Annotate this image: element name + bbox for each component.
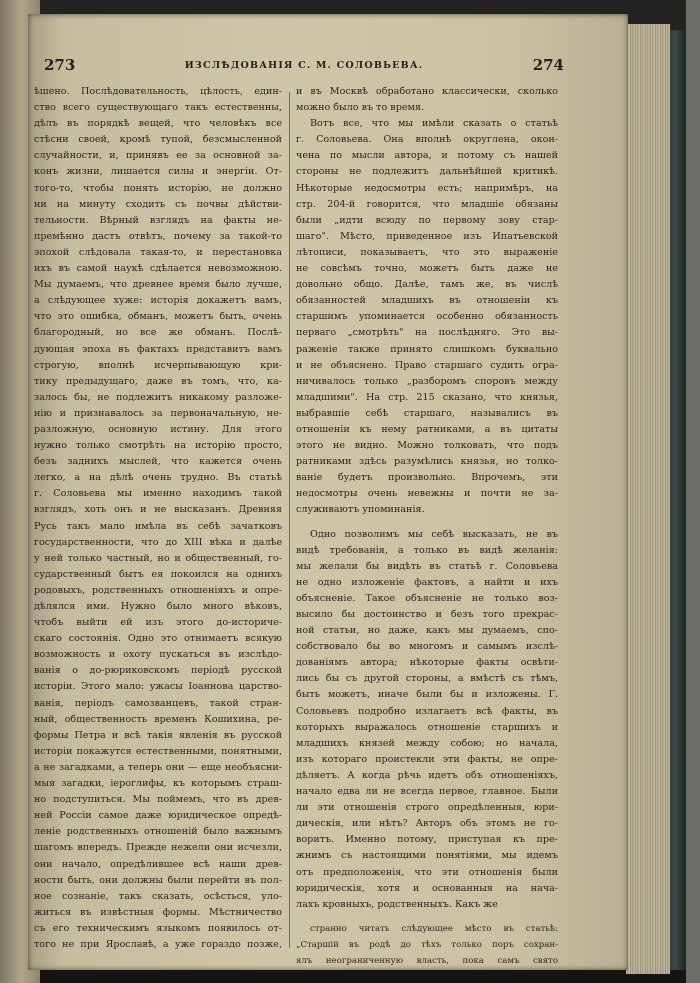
text-line: дующая эпоха въ фактахъ представитъ вамъ (34, 343, 282, 355)
text-line: легко, а на дѣлѣ очень трудно. Въ статьѣ (34, 472, 282, 484)
text-line: леніе родственныхъ отношеній было важнымъ (34, 826, 282, 838)
text-line: государственности, что до XIII вѣка и далѣе (34, 536, 282, 548)
text-line: исторіи покажутся естественными, понятными, (34, 745, 282, 757)
paragraph-gap (296, 913, 558, 921)
text-line: можно было въ то время. (296, 102, 425, 114)
text-line: лѣтописи, показываетъ, что это выраженіе (296, 246, 558, 258)
text-line: не совсѣмъ точно, можетъ быть даже не (296, 263, 558, 275)
text-line: ней Россіи самое даже юридическое опредѣ- (34, 810, 282, 822)
text-line: возможность и охоту пускаться въ изслѣдо- (34, 649, 282, 661)
running-title: ИЗСЛѢДОВАНІЯ С. М. СОЛОВЬЕВА. (184, 60, 424, 71)
text-line: недосмотры очень невежны и почти не за- (296, 488, 558, 500)
text-line: ванія о до-рюриковскомъ періодѣ русской (34, 665, 282, 677)
text-line: г. Соловьева мы именно находимъ такой (34, 488, 282, 500)
text-line: стороны не подлежитъ дальнѣйшей критикѣ. (296, 166, 558, 178)
text-line: чтобъ выйти ей изъ этого до-историче- (34, 617, 282, 629)
running-head (44, 56, 564, 76)
text-line: лахъ кровныхъ, родственныхъ. Какъ же (296, 898, 498, 910)
text-line: шагомъ впередъ. Прежде нежели они исчезли, (34, 842, 282, 854)
text-line: у ней только частный, но и общественный, го- (34, 552, 282, 564)
text-line: ное сознаніе, такъ сказать, осѣсться, уло- (34, 890, 282, 902)
text-line: перваго „смотрѣть" на послѣдняго. Это вы- (296, 327, 558, 339)
text-line: а слѣдующее хуже: исторія докажетъ вамъ, (34, 295, 282, 307)
text-line: „Старшій въ родѣ до тѣхъ только поръ сохран- (296, 939, 558, 950)
text-line: довольно общо. Далѣе, тамъ же, въ числѣ (296, 279, 558, 291)
text-line: Русь такъ мало имѣла въ себѣ зачатковъ (34, 520, 282, 532)
right-page-number: 274 (532, 56, 564, 74)
text-line: Соловьевъ подробно излагаетъ всѣ факты, въ (296, 705, 558, 717)
text-line: высило бы достоинство и безъ того прекрас- (296, 609, 558, 620)
text-line: Мы думаемъ, что древнее время было лучше, (34, 279, 282, 291)
text-line: строгую, вполнѣ исчерпывающую кри- (34, 359, 282, 371)
text-line: выбравшіе себѣ старшаго, называлисъ въ (296, 407, 558, 419)
text-line: дѣлъ въ порядкѣ вещей, что человѣкъ все (34, 118, 282, 130)
text-line: этого не видно. Можно толковать, что подъ (296, 440, 558, 452)
background-strip (686, 0, 700, 983)
text-line: дѣляетъ. А когда рѣчь идетъ объ отношеніяхъ, (296, 769, 558, 781)
column-divider (289, 92, 290, 948)
text-line: обязанностей младшихъ въ отношеніи къ (296, 295, 558, 307)
text-line: объясненіе. Такое объясненіе не только воз- (296, 592, 558, 604)
text-line: ратниками здѣсь разумѣлись князья, но толко- (296, 456, 558, 468)
text-line: а не загадками, а теперь они — еще необъясни- (34, 761, 282, 773)
text-line: взглядъ, хоть онъ и не высказанъ. Древняя (34, 504, 282, 516)
text-line: стр. 204-й говорится, что младшіе обязаны (296, 198, 558, 210)
text-line: нужно только смотрѣть на исторію просто, (34, 440, 282, 452)
text-line: и не объяснено. Право старшаго судить огра- (296, 359, 558, 371)
text-line: дѣлялся ими. Нужно было много вѣковъ, (34, 601, 282, 612)
text-line: ѣшено. Послѣдовательность, цѣлость, един- (34, 86, 282, 97)
text-line: ваніе будетъ произвольно. Впрочемъ, эти (296, 472, 558, 484)
text-line: премѣнно дастъ отвѣтъ, почему за такой-то (34, 230, 282, 242)
text-line: странно читать слѣдующее мѣсто въ статьѣ: (310, 923, 558, 934)
text-line: шаго". Мѣсто, приведенное изъ Ипатьевской (296, 230, 558, 242)
left-text-column (34, 84, 282, 953)
text-line: ности быть, они должны были перейти въ пол- (34, 874, 282, 886)
text-line: но подступиться. Мы поймемъ, что въ древ- (34, 794, 282, 806)
text-line: сударственный бытъ ея покоился на однихъ (34, 568, 282, 580)
text-line: залось бы, не подлежитъ никакому разложе- (34, 391, 282, 403)
left-page-number: 273 (44, 56, 76, 74)
text-line: видѣ требованія, а только въ видѣ желанія: (296, 544, 558, 556)
text-line: стѣсни своей, кромѣ тупой, безсмысленной (34, 134, 282, 146)
text-line: мыя загадки, іероглифы, къ которымъ страш- (34, 778, 282, 790)
text-line: формы Петра и всѣ такія явленія въ русской (34, 729, 282, 741)
text-line: которыхъ выражалось отношеніе старшихъ и (296, 721, 558, 733)
text-line: лись бы съ другой стороны, а вмѣстѣ съ тѣмъ, (296, 673, 558, 685)
text-line: ничивалось только „разборомъ споровъ между (296, 375, 558, 387)
text-line: безъ заднихъ мыслей, что кажется очень (34, 456, 282, 468)
text-line: тельности. Вѣрный взглядъ на факты не- (34, 214, 282, 226)
text-line: мы желали бы видѣть въ статьѣ г. Соловьева (296, 560, 558, 572)
text-line: конъ жизни, лишается силы и энергіи. От- (34, 166, 282, 178)
text-line: служиваютъ упоминанія. (296, 504, 425, 516)
text-line: отъ предположенія, что эти отношенія были (296, 866, 558, 878)
text-line: Вотъ все, что мы имѣли сказать о статьѣ (310, 118, 558, 130)
text-line: раженіе также принято слишкомъ буквально (296, 343, 558, 355)
right-text-column (296, 84, 558, 969)
text-line: были „идти всюду по первому зову стар- (296, 214, 558, 226)
text-line: жнимъ съ настоящими понятіями, мы идемъ (296, 850, 558, 862)
text-line: житься въ извѣстныя формы. Мѣстничество (34, 906, 282, 918)
text-line: Одно позволимъ мы себѣ высказать, не въ (310, 528, 558, 540)
text-line: отношеніи къ нему ратниками, а въ цитаты (296, 423, 558, 435)
text-line: того-то, чтобы понять исторію, не должно (34, 182, 282, 194)
text-line: эпохой слѣдовала такая-то, и перестановка (34, 246, 282, 258)
text-line: благородный, но все же обманъ. Послѣ- (34, 327, 282, 339)
text-line: того не при Ярославѣ, а уже гораздо позже, (34, 938, 282, 950)
text-line: младшихъ князей между собою; но начала, (296, 737, 558, 749)
text-line: случайности, и, принявъ ее за основной за- (34, 150, 282, 162)
text-line: ный, общественность временъ Кошихина, ре- (34, 713, 282, 725)
text-line: ихъ въ самой наукѣ сдѣлается невозможною. (34, 263, 282, 275)
text-line: ство всего существующаго такъ естественны, (34, 102, 282, 114)
text-line: младшими". На стр. 215 сказано, что князья, (296, 391, 558, 403)
text-line: собствовало бы во многомъ и самымъ изслѣ- (296, 641, 558, 653)
page-stack-edge (626, 24, 670, 974)
text-line: они начало, опредѣлившее всѣ наши древ- (34, 858, 282, 870)
text-line: съ его техническимъ языкомъ появилось от- (34, 922, 282, 934)
text-line: старшимъ упоминается особенно обязанность (296, 311, 558, 323)
text-line: воритъ. Именно потому, приступая къ пре- (296, 834, 558, 846)
text-line: разложную, основную истину. Для этого (34, 423, 282, 435)
text-line: исторіи. Этого мало: ужасы Іоаннова царство- (34, 681, 282, 693)
text-line: чена по мысли автора, и потому съ нашей (296, 150, 558, 162)
text-line: и въ Москвѣ обработано классически, сколько (296, 86, 558, 97)
text-line: дованіямъ автора; нѣкоторые факты освѣти- (296, 657, 558, 669)
text-line: ной статьи, но даже, какъ мы думаемъ, спо- (296, 625, 558, 637)
text-line: быть можетъ, иначе были бы и изложены. Г. (296, 689, 558, 701)
paragraph-gap (296, 519, 558, 527)
text-line: ялъ неограниченную власть, пока самъ свято (296, 955, 558, 966)
text-line: ванія, періодъ самозванцевъ, такой стран- (34, 697, 282, 709)
text-line: дическія, или нѣтъ? Авторъ объ этомъ не го- (296, 818, 558, 830)
text-line: ни на минуту сходить съ почвы дѣйстви- (34, 198, 282, 210)
text-line: г. Соловьева. Она вполнѣ округлена, окон- (296, 134, 558, 146)
text-line: начало едва ли не всегда первое, главное. Были (296, 786, 558, 798)
text-line: родовыхъ, родственныхъ отношеніяхъ и опре- (34, 584, 282, 596)
text-line: скаго состоянія. Одно это отнимаетъ всякую (34, 633, 282, 645)
text-line: что это ошибка, обманъ, можетъ быть, очень (34, 311, 282, 323)
text-line: ли эти отношенія строго опредѣленныя, юри- (296, 802, 558, 814)
text-line: юридическія, хотя и основанныя на нача- (296, 882, 558, 894)
text-line: не одно изложеніе фактовъ, а найти и ихъ (296, 576, 558, 588)
text-line: Нѣкоторые недосмотры есть; напримѣръ, на (296, 182, 558, 194)
text-line: нію и признавалось за первоначальную, не- (34, 407, 282, 419)
text-line: тику предыдущаго, даже въ томъ, что, ка- (34, 375, 282, 387)
text-line: изъ котораго проистекли эти факты, не опре- (296, 753, 558, 765)
